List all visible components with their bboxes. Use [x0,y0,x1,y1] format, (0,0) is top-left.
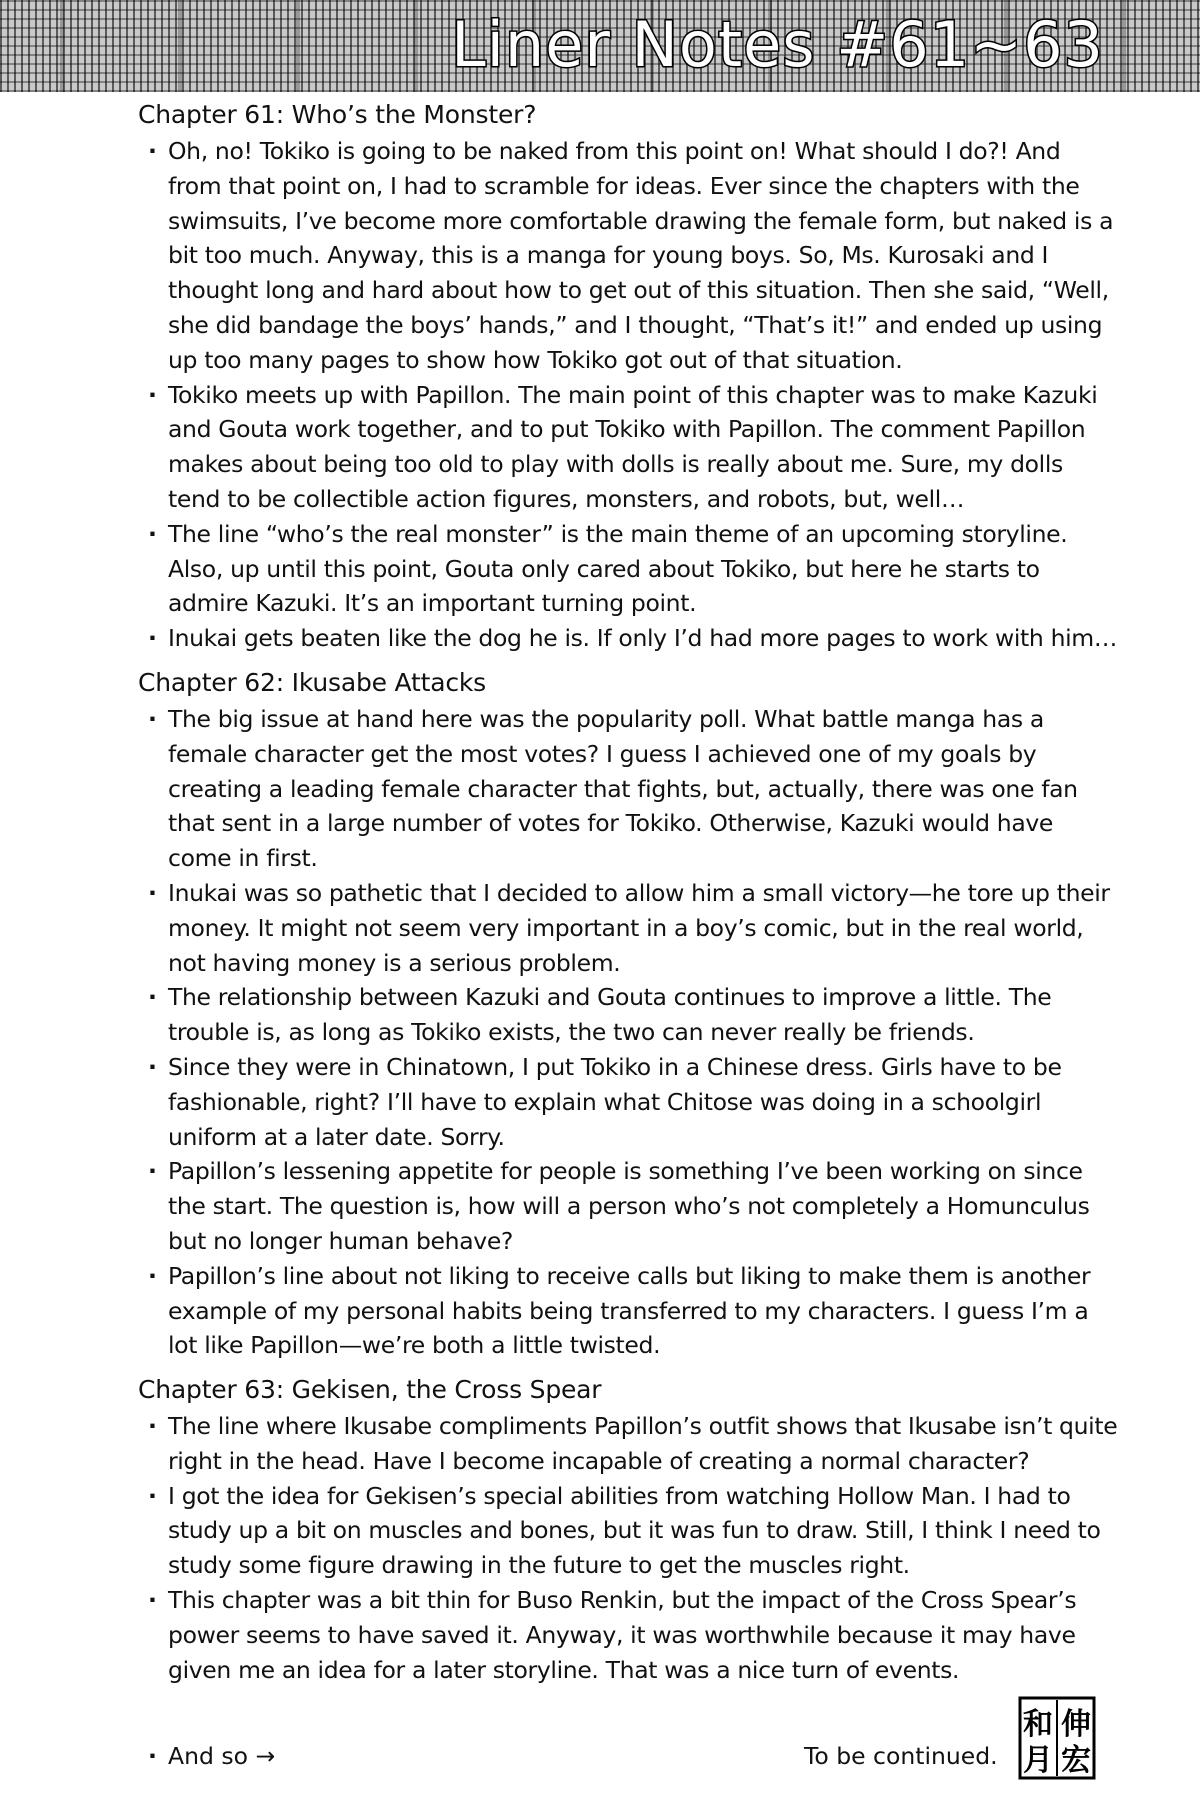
header-band [0,0,1200,92]
chapter-61-section [138,98,1118,656]
notes-content [138,92,1118,1687]
page-title: Liner Notes #61~63 [451,8,1104,81]
seal-char: 宏 [1061,1743,1091,1778]
note-item: · The line “who’s the real monster” is the main theme of an upcoming storyline. Also, up until this point, Gouta only cared about Tokiko, but here he starts to admire Kazuki. It’s an important turning point. [138,517,1118,621]
note-item: · Tokiko meets up with Papillon. The main point of this chapter was to make Kazuki and Gouta work together, and to put Tokiko with Papillon. The comment Papillon makes about being too old to play with dolls is really about me. Sure, my dolls tend to be collectible action figures, monsters, and robots, but, well… [138,378,1118,517]
note-item: · Inukai gets beaten like the dog he is. If only I’d had more pages to work with him… [138,621,1118,656]
note-item: · Papillon’s lessening appetite for people is something I’ve been working on since the start. The question is, how will a person who’s not completely a Homunculus but no longer human behave? [138,1154,1118,1258]
note-item: · The relationship between Kazuki and Gouta continues to improve a little. The trouble is, as long as Tokiko exists, the two can never really be friends. [138,980,1118,1050]
seal-char: 和 [1023,1707,1053,1742]
note-item: · Inukai was so pathetic that I decided to allow him a small victory—he tore up their money. It might not seem very important in a boy’s comic, but in the real world, not having money is a serious problem. [138,876,1118,980]
chapter-62-section [138,666,1118,1363]
seal-char: 伸 [1061,1707,1091,1742]
note-item: · Since they were in Chinatown, I put Tokiko in a Chinese dress. Girls have to be fashionable, right? I’ll have to explain what Chitose was doing in a schoolgirl uniform at a later date. Sorry. [138,1050,1118,1154]
footer [138,1742,1118,1782]
author-seal-icon [1018,1696,1096,1780]
to-be-continued: To be continued. [804,1742,998,1770]
and-so-note: · And so → [138,1742,275,1770]
note-item: · Papillon’s line about not liking to receive calls but liking to make them is another example of my personal habits being transferred to my characters. I guess I’m a lot like Papillon—we’re both a little twisted. [138,1259,1118,1363]
chapter-title: Chapter 62: Ikusabe Attacks [138,667,486,697]
note-item: · This chapter was a bit thin for Buso Renkin, but the impact of the Cross Spear’s power seems to have saved it. Anyway, it was worthwhile because it may have given me an idea for a later storyline. That was a nice turn of events. [138,1583,1118,1687]
note-list [138,1409,1118,1687]
note-item: · The big issue at hand here was the popularity poll. What battle manga has a female character get the most votes? I guess I achieved one of my goals by creating a leading female character that fights, but, actually, there was one fan that sent in a large number of votes for Tokiko. Otherwise, Kazuki would have come in first. [138,702,1118,876]
seal-char: 月 [1023,1743,1053,1778]
note-item: · The line where Ikusabe compliments Papillon’s outfit shows that Ikusabe isn’t quite right in the head. Have I become incapable of creating a normal character? [138,1409,1118,1479]
note-item: · Oh, no! Tokiko is going to be naked from this point on! What should I do?! And from that point on, I had to scramble for ideas. Ever since the chapters with the swimsuits, I’ve become more comfortable drawing the female form, but naked is a bit too much. Anyway, this is a manga for young boys. So, Ms. Kurosaki and I thought long and hard about how to get out of this situation. Then she said, “Well, she did bandage the boys’ hands,” and I thought, “That’s it!” and ended up using up too many pages to show how Tokiko got out of that situation. [138,134,1118,378]
note-item: · I got the idea for Gekisen’s special abilities from watching Hollow Man. I had to study up a bit on muscles and bones, but it was fun to draw. Still, I think I need to study some figure drawing in the future to get the muscles right. [138,1479,1118,1583]
note-list [138,134,1118,656]
chapter-title: Chapter 63: Gekisen, the Cross Spear [138,1375,602,1405]
chapter-title: Chapter 61: Who’s the Monster? [138,100,537,129]
chapter-63-section [138,1373,1118,1687]
note-list [138,702,1118,1363]
